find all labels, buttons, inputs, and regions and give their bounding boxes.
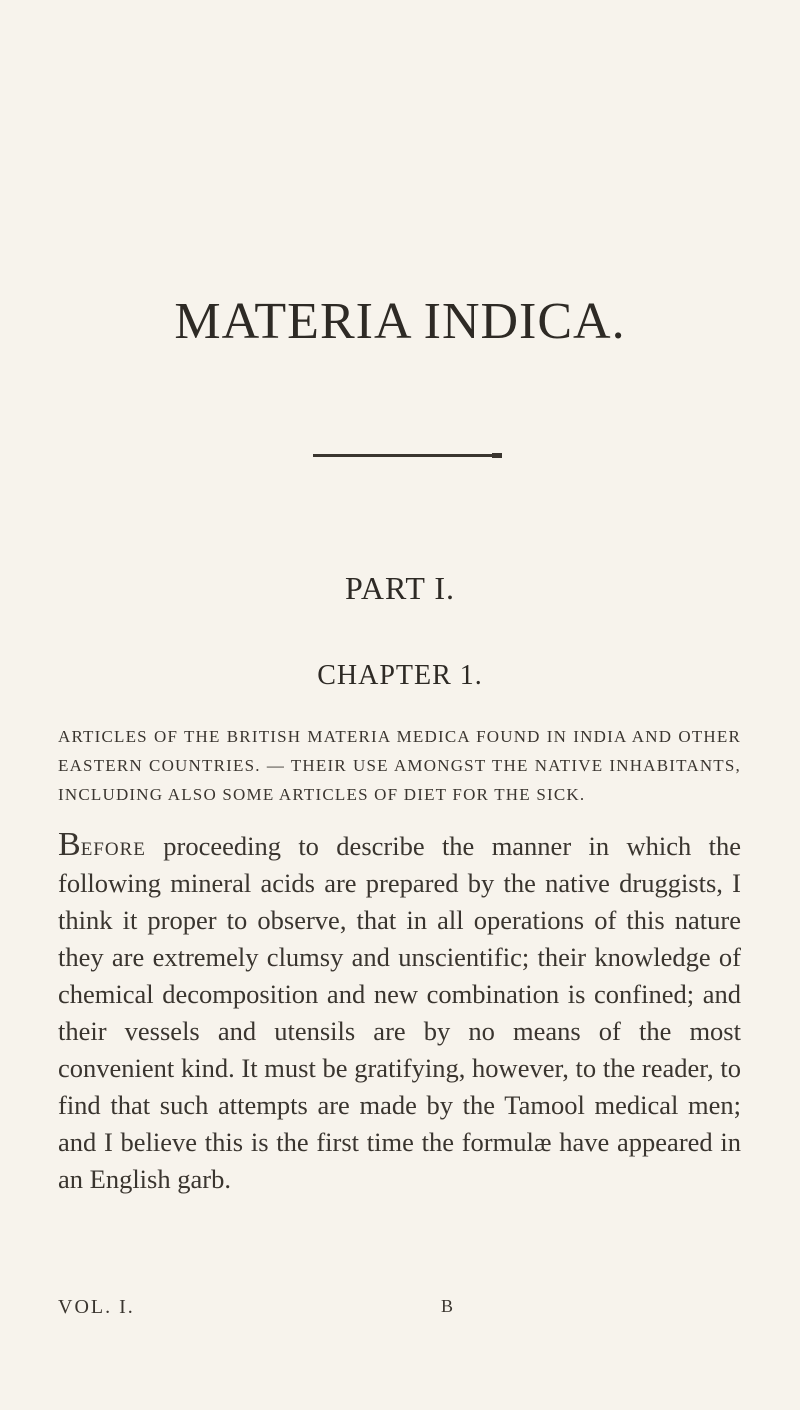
ornamental-rule <box>313 454 500 457</box>
small-caps-word: efore <box>80 831 146 861</box>
chapter-heading: CHAPTER 1. <box>317 660 483 691</box>
body-paragraph <box>58 826 741 1198</box>
volume-label: VOL. I. <box>58 1296 135 1318</box>
book-title: MATERIA INDICA. <box>174 293 626 350</box>
drop-cap: B <box>58 826 81 863</box>
paragraph-text: proceeding to describe the manner in which the following mineral acids are prepared by the native druggists, I think it proper to observe, that in all operations of this nature they are extremely clumsy and unscientific; their knowledge of chemical decomposition and new combination is confined; and their vessels and utensils are by no means of the most convenient kind. It must be gratifying, however, to the reader, to find that such attempts are made by the Tamool medical men; and I believe this is the first time the formulæ have appeared in an English garb. <box>58 831 741 1194</box>
chapter-summary: ARTICLES OF THE BRITISH MATERIA MEDICA FOUND IN INDIA AND OTHER EASTERN COUNTRIES. — THEIR USE AMONGST THE NATIVE INHABITANTS, INCLUDING ALSO SOME ARTICLES OF DIET FOR THE SICK. <box>58 727 741 804</box>
part-heading: PART I. <box>344 570 455 606</box>
signature-mark: B <box>441 1296 454 1316</box>
